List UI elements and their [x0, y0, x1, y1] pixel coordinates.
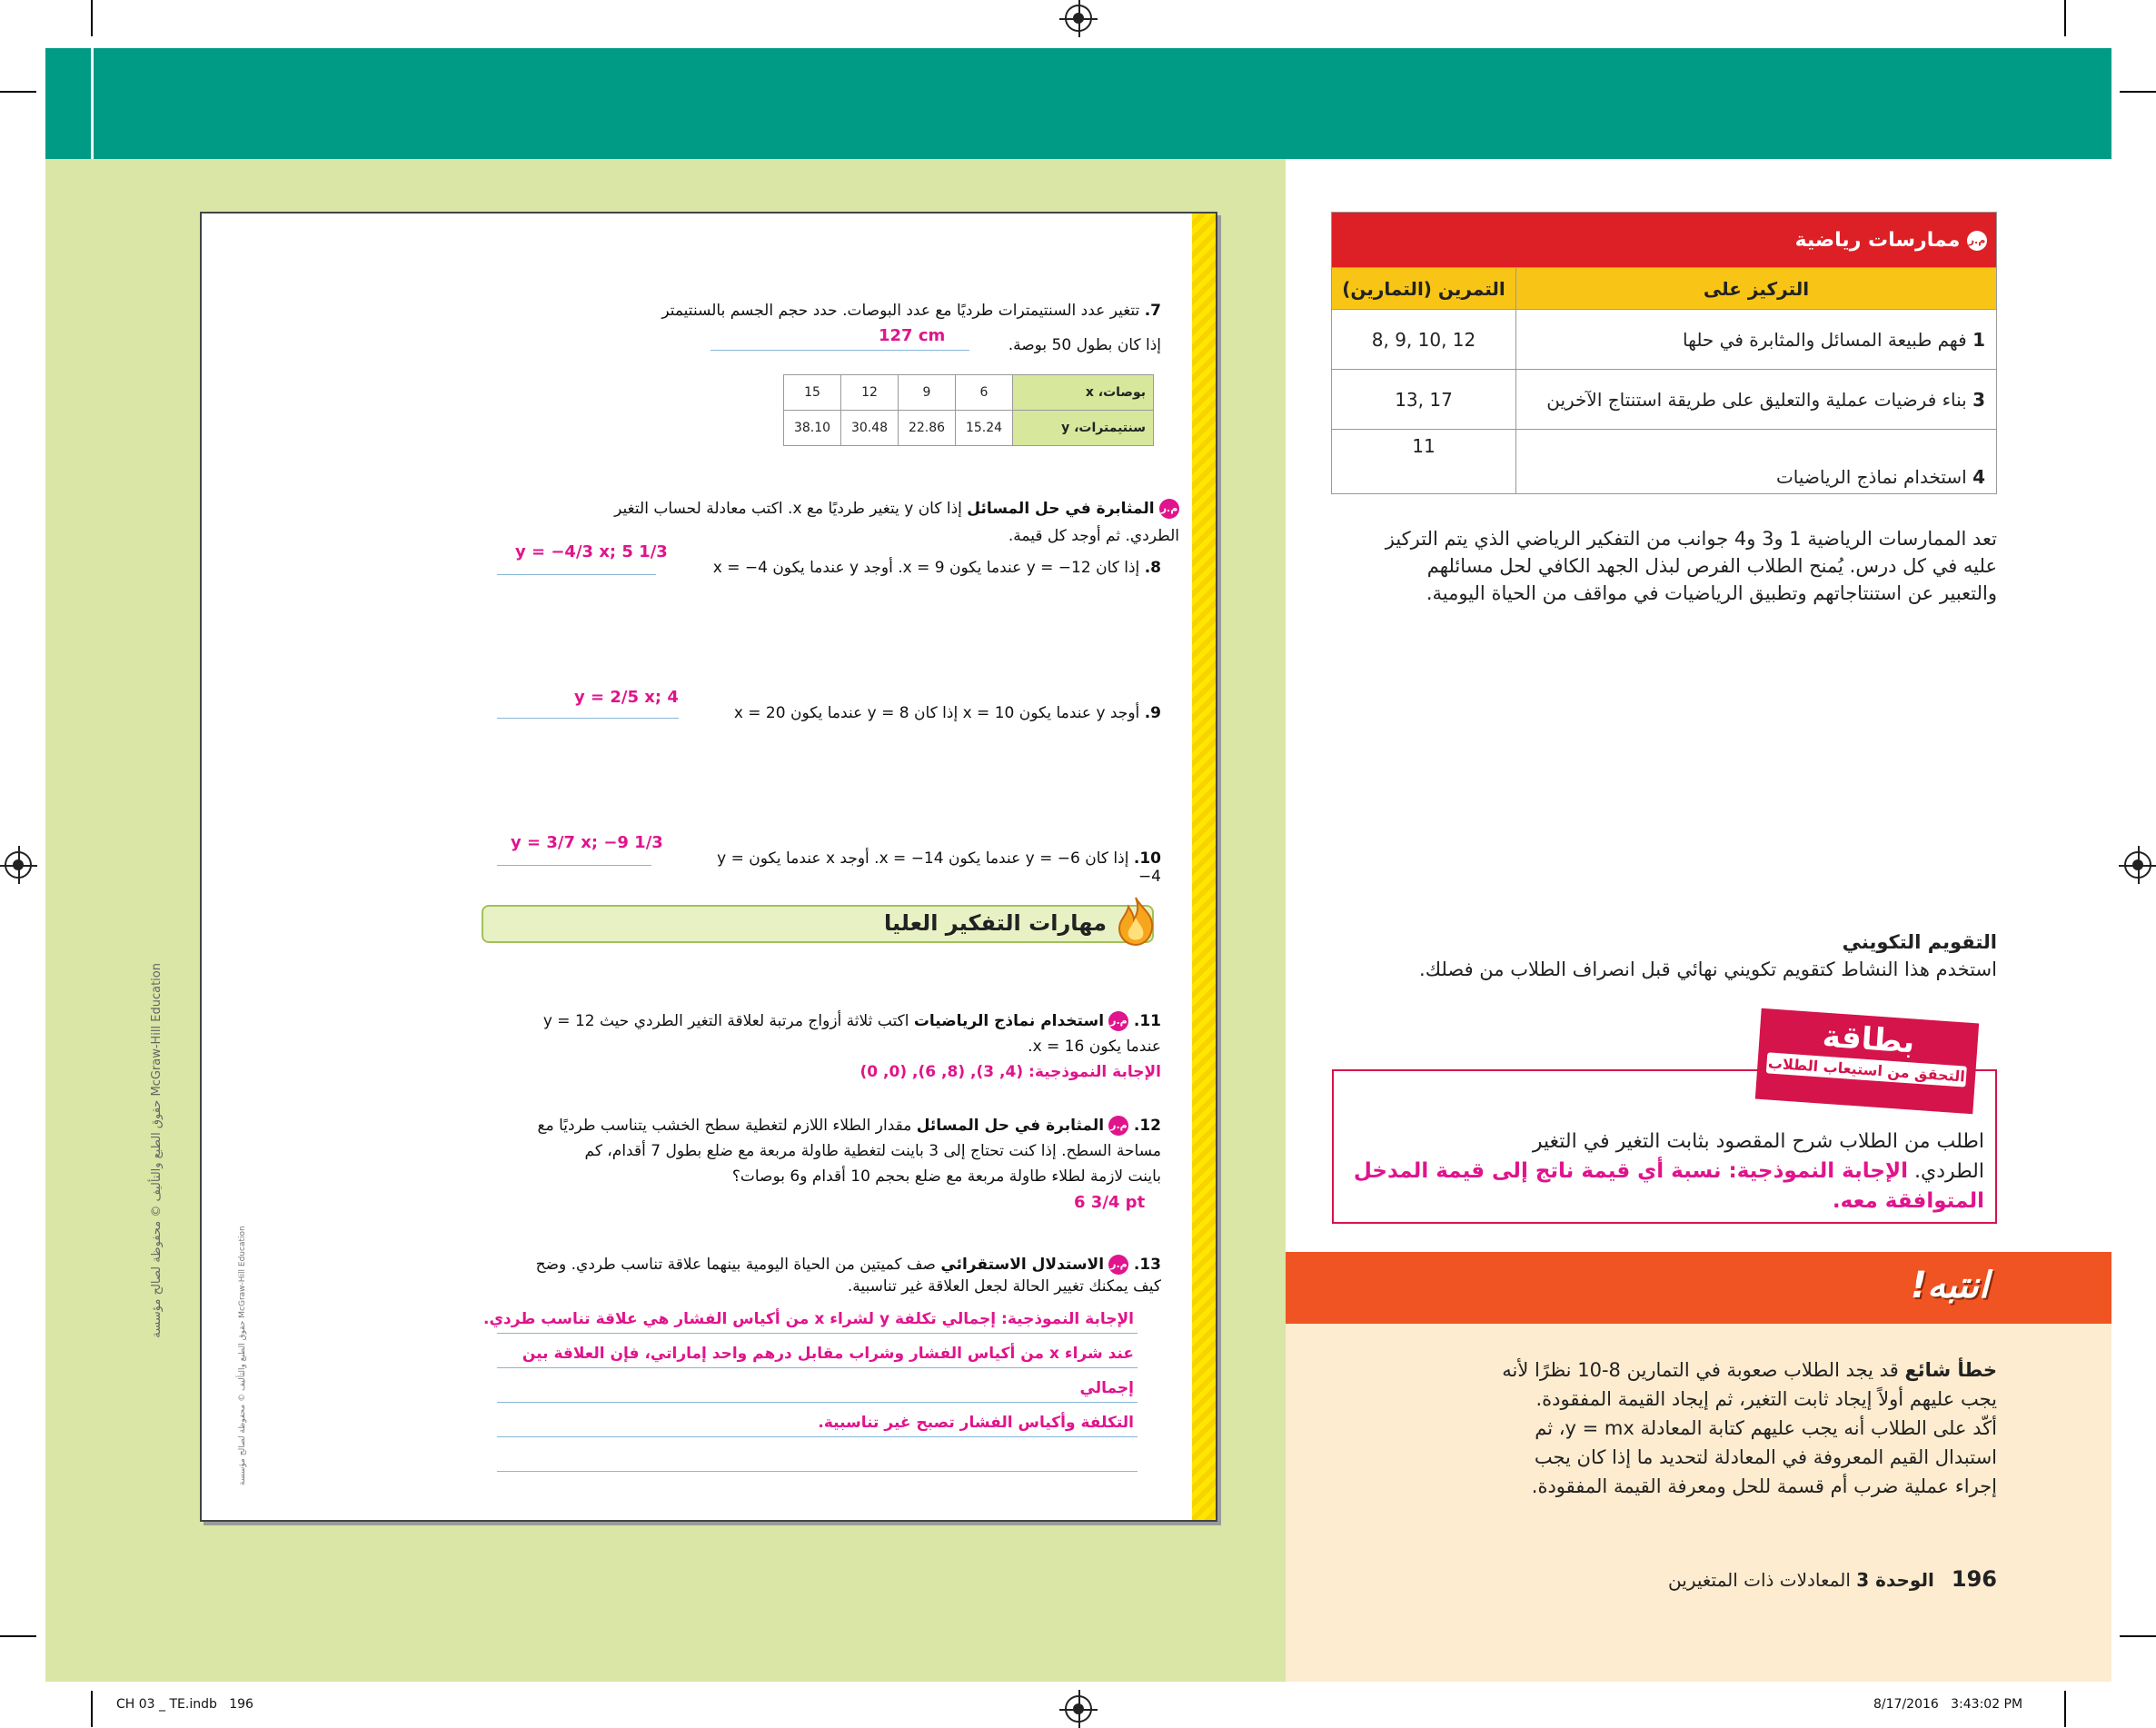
copyright-inner: McGraw-Hill Education حقوق الطبع والتأليف © محفوظة لصالح مؤسسة	[238, 1226, 247, 1485]
table-cell: 15.24	[956, 411, 1013, 446]
crop-mark	[2064, 1691, 2066, 1727]
table-cell: 15	[784, 375, 841, 411]
exercise-13: 13. م.ر الاستدلال الاستقرائي صف كميتين من الحياة اليومية بينهما علاقة تناسب طردي. وضح كيف يمكنك تغيير الحالة لجعل العلاقة غير تناسبية.	[535, 1256, 1161, 1296]
table-cell: 38.10	[784, 411, 841, 446]
exit-ticket-badge: بطاقة التحقق من استيعاب الطلاب	[1755, 1008, 1979, 1114]
answer-line	[497, 1367, 1138, 1368]
crop-mark	[91, 1691, 93, 1727]
exit-card-text: اطلب من الطلاب شرح المقصود بثابت التغير في التغير الطردي. الإجابة النموذجية: نسبة أي قيمة ناتج إلى قيمة المدخل المتوافقة معه.	[1353, 1130, 1984, 1213]
table-cell: 9	[899, 375, 956, 411]
exercise-12: 12. م.ر المثابرة في حل المسائل مقدار الطلاء اللازم لتغطية سطح الخشب يتناسب طرديًا مع مساحة السطح. إذا كنت تحتاج إلى 3 باينت لتغطية طاولة مربعة مع ضلع بطول 7 أقدام، كم باينت لازمة لطلاء طاولة مربعة مع ضلع بحجم 10 أقدام و6 بوصات؟	[537, 1117, 1161, 1186]
table-row-label: سنتيمترات، y	[1013, 411, 1154, 446]
exercise-9: 9. أوجد y عندما يكون x = 10 إذا كان y = 8 عندما يكون x = 20	[733, 704, 1161, 722]
header-divider	[91, 48, 94, 159]
registration-mark-icon	[1065, 1695, 1092, 1723]
crop-mark	[0, 1635, 36, 1637]
formative-assessment: التقويم التكويني استخدم هذا النشاط كتقويم تكويني نهائي قبل انصراف الطلاب من فصلك.	[1419, 931, 1997, 980]
direct-variation-intro: م.ر المثابرة في حل المسائل إذا كان y يتغير طرديًا مع x. اكتب معادلة لحساب التغير الطردي. ثم أوجد كل قيمة.	[614, 500, 1179, 545]
exercise-8: 8. إذا كان y = −12 عندما يكون x = 9. أوجد y عندما يكون x = −4	[712, 559, 1161, 577]
student-page	[200, 212, 1217, 1522]
practices-title: م.ر ممارسات رياضية	[1332, 213, 1997, 268]
slug-left: CH 03 _ TE.indb 196	[116, 1697, 253, 1712]
table-row: 11 4 استخدام نماذج الرياضيات	[1332, 430, 1997, 494]
crop-mark	[2120, 91, 2156, 93]
answer-line	[497, 718, 679, 719]
practice-badge-icon: م.ر	[1967, 231, 1987, 251]
registration-mark-icon	[1065, 5, 1092, 32]
table-cell: 30.48	[841, 411, 899, 446]
practices-note: تعد الممارسات الرياضية 1 و3 و4 جوانب من التفكير الرياضي الذي يتم التركيز عليه في كل درس. يُمنح الطلاب الفرص لبذل الجهد الكافي لحل مسائلهم والتعبير عن استنتاجاتهم وتطبيق الرياضيات في مواقف من الحياة اليومية.	[1385, 528, 1997, 604]
watch-out-header	[1286, 1252, 2111, 1324]
slug-right: 8/17/2016 3:43:02 PM	[1873, 1697, 2023, 1712]
exercise-10: 10. إذا كان y = −6 عندما يكون x = −14. أوجد x عندما يكون y = −4	[717, 849, 1161, 886]
table-row-label: بوصات، x	[1013, 375, 1154, 411]
answer-line	[497, 1333, 1138, 1334]
table-cell: 6	[956, 375, 1013, 411]
col-focus-header: التركيز على	[1516, 268, 1997, 310]
exercise-9-answer: y = 2/5 x; 4	[574, 688, 679, 707]
answer-line	[497, 1471, 1138, 1472]
exercise-7-answer: 127 cm	[879, 326, 946, 345]
exercise-12-answer: 6 3/4 pt	[1074, 1193, 1146, 1212]
watch-out-text: خطأ شائع قد يجد الطلاب صعوبة في التمارين 8-10 نظرًا لأنه يجب عليهم أولاً إيجاد ثابت التغير، ثم إيجاد القيمة المفقودة. أكّد على الطلاب أنه يجب عليهم كتابة المعادلة y = mx، ثم استبدال القيم المعروفة في المعادلة لتحديد ما إذا كان يجب إجراء عملية ضرب أم قسمة للحل ومعرفة القيمة المفقودة.	[1502, 1359, 1997, 1497]
conversion-table	[783, 374, 1154, 446]
exercise-13-answer: الإجابة النموذجية: إجمالي تكلفة y لشراء x من أكياس الفشار هي علاقة تناسب طردي. عند شراء x من أكياس الفشار وشراب مقابل درهم واحد إماراتي، فإن العلاقة بين إجمالي التكلفة وأكياس الفشار تصبح غير تناسبية.	[483, 1310, 1134, 1432]
table-row: 13, 17 3 بناء فرضيات عملية والتعليق على طريقة استنتاج الآخرين	[1332, 370, 1997, 430]
col-exercises-header: التمرين (التمارين)	[1332, 268, 1516, 310]
registration-mark-icon	[5, 851, 32, 879]
crop-mark	[91, 0, 93, 36]
page-footer: 196 الوحدة 3 المعادلات ذات المتغيرين	[1668, 1566, 1997, 1592]
table-row: 8, 9, 10, 12 1 فهم طبيعة المسائل والمثابرة في حلها	[1332, 310, 1997, 370]
page-number: 196	[1951, 1566, 1997, 1592]
answer-line	[497, 865, 651, 866]
answer-line	[497, 1402, 1138, 1403]
practice-badge-icon: م.ر	[1108, 1011, 1128, 1031]
exercise-11: 11. م.ر استخدام نماذج الرياضيات اكتب ثلاثة أزواج مرتبة لعلاقة التغير الطردي حيث y = 12 عندما يكون x = 16. الإجابة النموذجية: (4, 3), (8, 6), (0, 0)	[542, 1012, 1161, 1081]
header-band	[45, 48, 2111, 159]
hot-skills-title: مهارات التفكير العليا	[884, 910, 1107, 936]
crop-mark	[2064, 0, 2066, 36]
math-practices-table	[1331, 212, 1997, 494]
exercise-8-answer: y = −4/3 x; 5 1/3	[515, 542, 668, 561]
crop-mark	[2120, 1635, 2156, 1637]
page-stripe	[1192, 214, 1216, 1520]
table-cell: 22.86	[899, 411, 956, 446]
registration-mark-icon	[2124, 851, 2151, 879]
answer-line	[497, 1436, 1138, 1437]
copyright-outer: McGraw-Hill Education حقوق الطبع والتأليف © محفوظة لصالح مؤسسة	[150, 963, 164, 1338]
flame-icon	[1114, 896, 1157, 947]
crop-mark	[0, 91, 36, 93]
practice-badge-icon: م.ر	[1108, 1255, 1128, 1275]
hot-skills-banner	[482, 905, 1154, 943]
practice-badge-icon: م.ر	[1108, 1116, 1128, 1136]
exercise-10-answer: y = 3/7 x; −9 1/3	[511, 833, 663, 852]
exercise-11-answer: (4, 3), (8, 6), (0, 0)	[859, 1063, 1024, 1081]
exercise-7: 7. تتغير عدد السنتيمترات طرديًا مع عدد البوصات. حدد حجم الجسم بالسنتيمتر إذا كان بطول 50 بوصة.	[661, 302, 1161, 354]
watch-out-title: انتبه!	[1910, 1265, 1989, 1306]
answer-line	[710, 350, 969, 351]
table-cell: 12	[841, 375, 899, 411]
answer-line	[497, 574, 656, 575]
practice-badge-icon: م.ر	[1159, 499, 1179, 519]
